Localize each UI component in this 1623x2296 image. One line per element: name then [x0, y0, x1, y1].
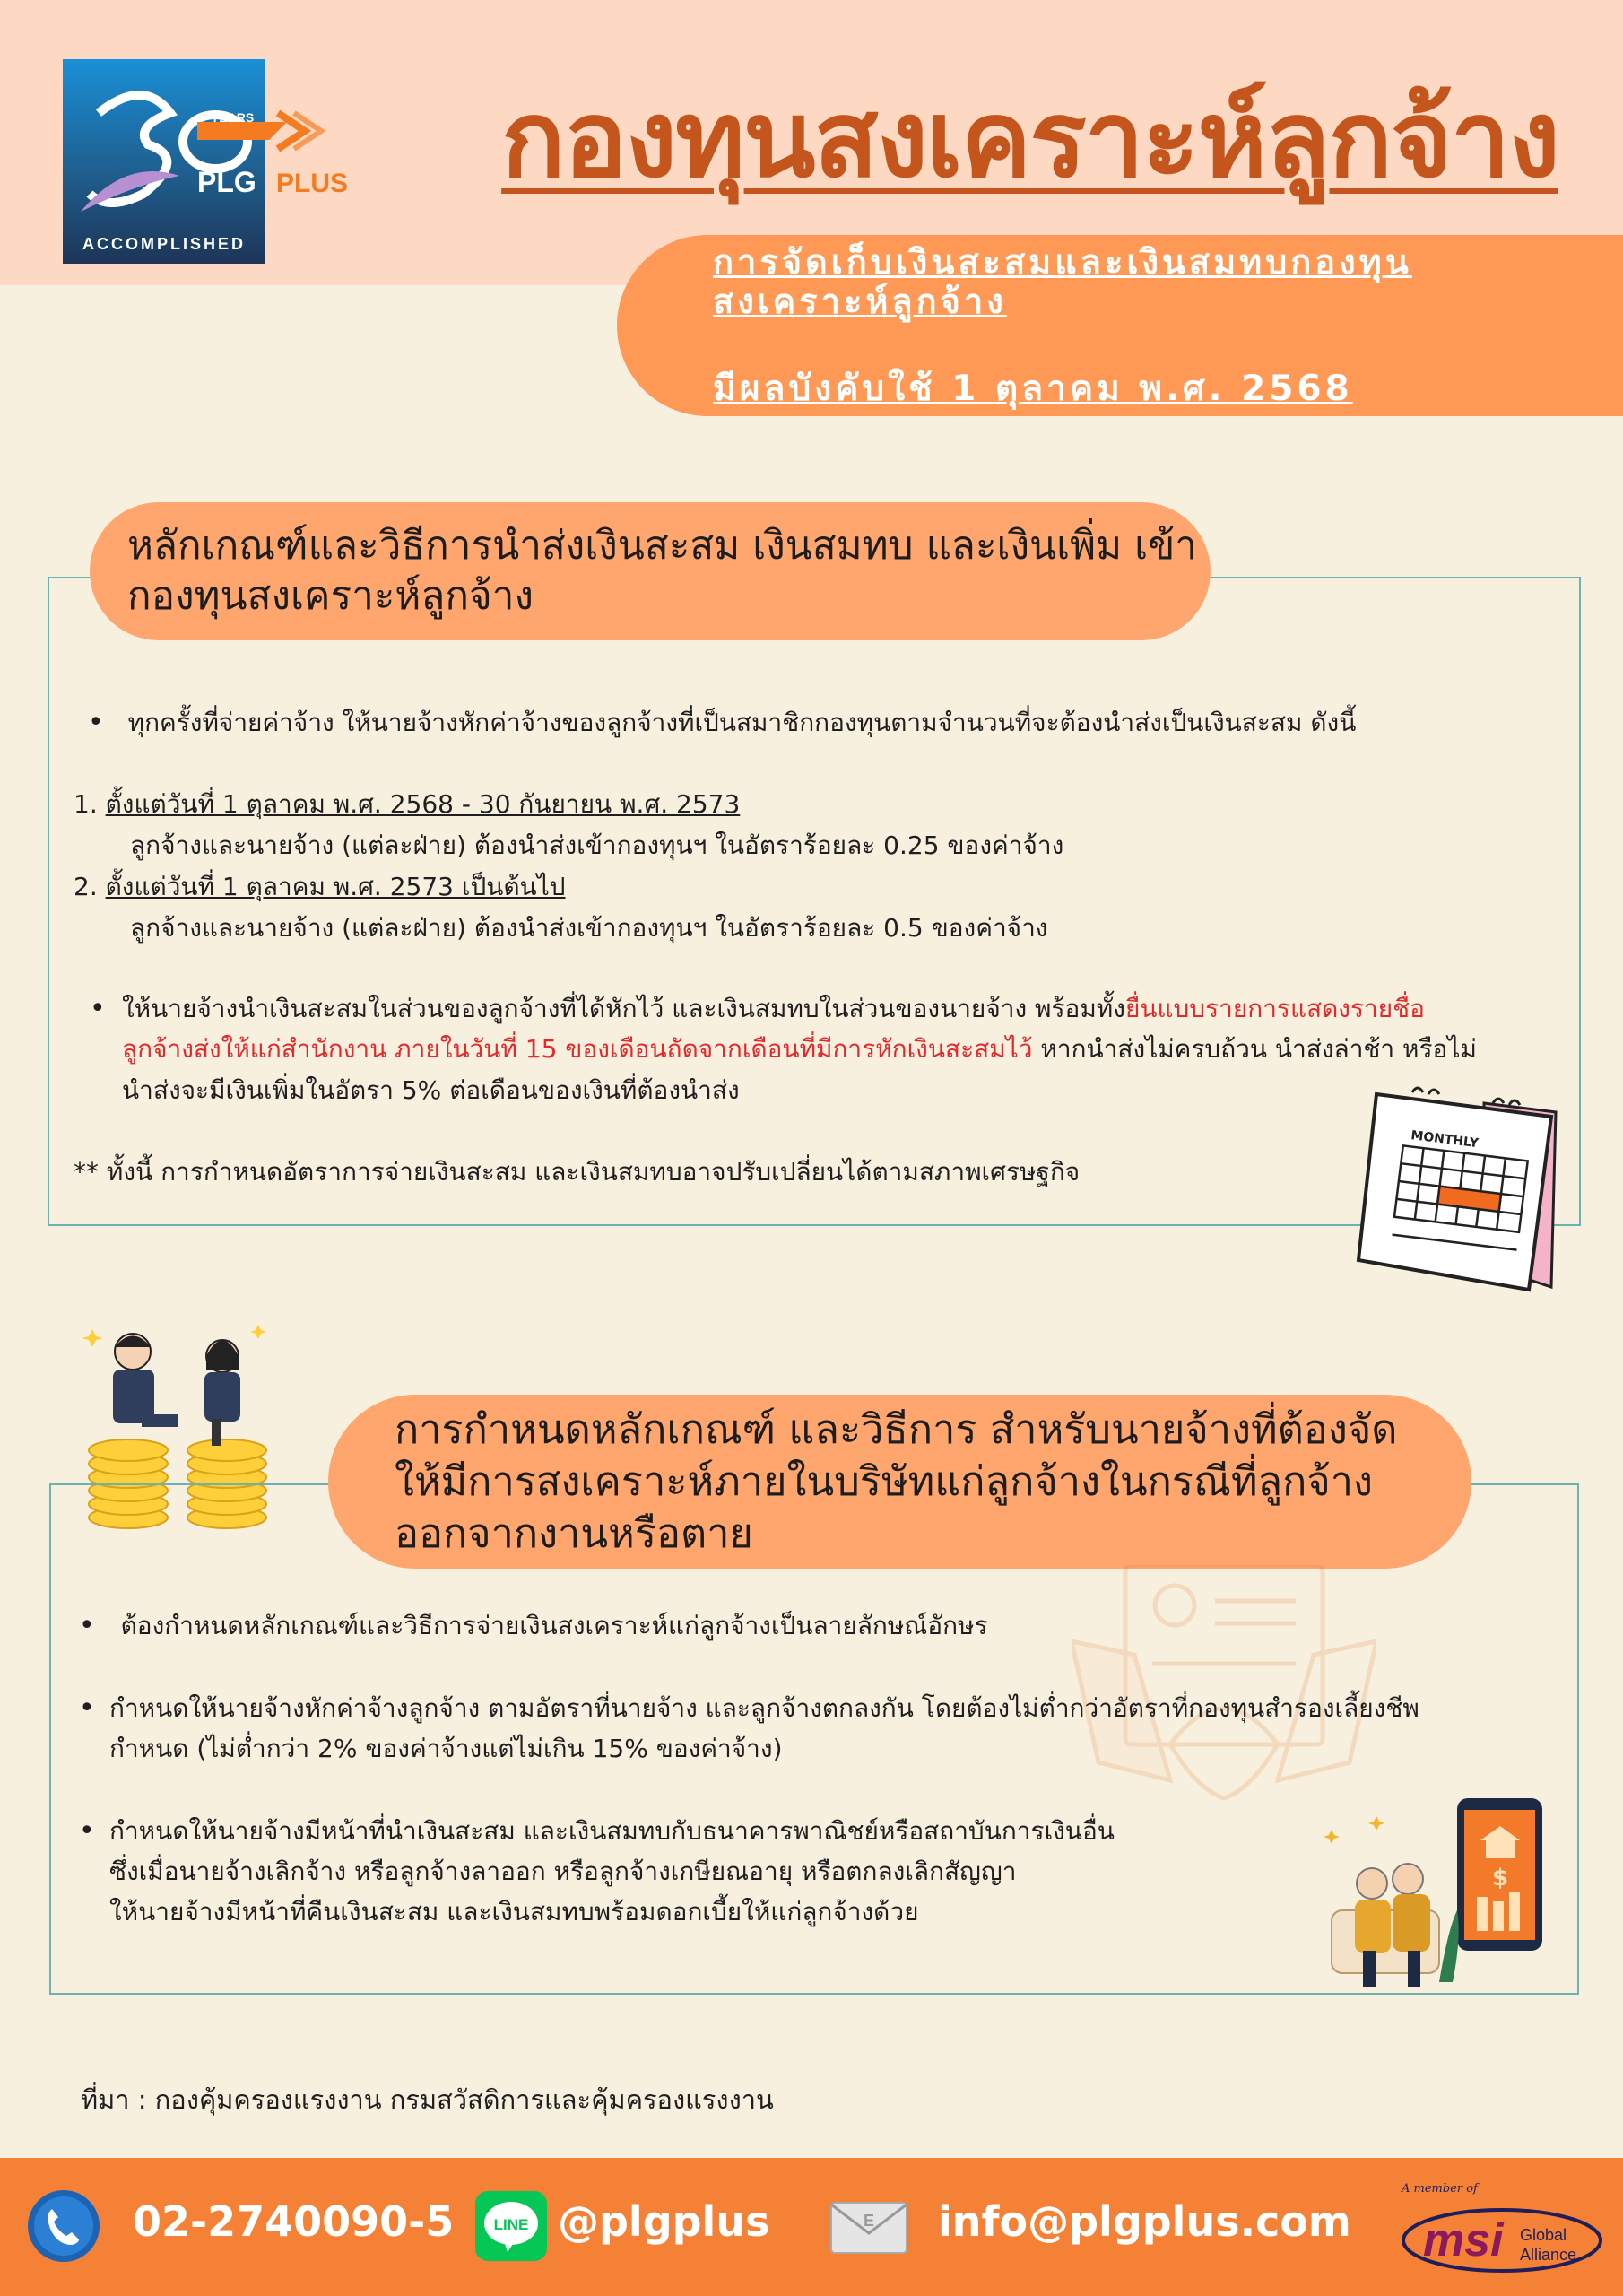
bullet-dot-icon: •: [79, 1610, 95, 1641]
section1-item1-detail: ลูกจ้างและนายจ้าง (แต่ละฝ่าย) ต้องนำส่งเข้ากองทุนฯ ในอัตราร้อยละ 0.25 ของค่าจ้าง: [130, 831, 1064, 860]
logo-plg-text: PLG: [197, 166, 256, 198]
msi-text: msi: [1423, 2214, 1504, 2266]
section2-heading-line1: การกำหนดหลักเกณฑ์ และวิธีการ สำหรับนายจ้างที่ต้องจัด: [395, 1405, 1398, 1453]
msi-member-text: A member of: [1402, 2182, 1478, 2196]
bullet2-text-b: หากนำส่งไม่ครบถ้วน นำส่งล่าช้า หรือไม่: [1032, 1034, 1477, 1064]
bullet2-highlight-2: ลูกจ้างส่งให้แก่สำนักงาน ภายในวันที่ 15 ของเดือนถัดจากเดือนที่มีการหักเงินสะสมไว้: [122, 1034, 1033, 1064]
item1-period-text: ตั้งแต่วันที่ 1 ตุลาคม พ.ศ. 2568 - 30 กันยายน พ.ศ. 2573: [105, 789, 741, 819]
section1-item1-period: [74, 788, 740, 821]
retired-couple-illustration: [1323, 1794, 1547, 2000]
item2-period-text: ตั้งแต่วันที่ 1 ตุลาคม พ.ศ. 2573 เป็นต้นไป: [105, 872, 566, 901]
page-title: กองทุนสงเคราะห์ลูกจ้าง: [501, 77, 1558, 201]
msi-global-text: Global: [1520, 2226, 1567, 2244]
section2-bullet1: [79, 1610, 988, 1642]
line-app-icon: [475, 2191, 547, 2261]
section1-item2-detail: ลูกจ้างและนายจ้าง (แต่ละฝ่าย) ต้องนำส่งเข้ากองทุนฯ ในอัตราร้อยละ 0.5 ของค่าจ้าง: [130, 913, 1048, 943]
email-link[interactable]: info@plgplus.com: [938, 2197, 1351, 2246]
plg-30-years-logo: [63, 59, 359, 264]
calendar-monthly-label: MONTHLY: [1410, 1128, 1480, 1152]
handshake-watermark-icon: [1072, 1565, 1376, 1807]
phone-icon: [27, 2189, 100, 2263]
bullet-dot-icon: •: [88, 707, 104, 738]
source-citation: ที่มา : กองคุ้มครองแรงงาน กรมสวัสดิการและคุ้มครองแรงงาน: [81, 2084, 774, 2115]
svg-text:$: $: [1491, 1865, 1509, 1892]
section2-bullet3-line2: ซึ่งเมื่อนายจ้างเลิกจ้าง หรือลูกจ้างลาออก หรือลูกจ้างเกษียณอายุ หรือตกลงเลิกสัญญา: [109, 1857, 1017, 1886]
svg-text:E: E: [863, 2212, 875, 2230]
section1-bullet1-text: ทุกครั้งที่จ่ายค่าจ้าง ให้นายจ้างหักค่าจ้างของลูกจ้างที่เป็นสมาชิกกองทุนตามจำนวนที่จะต้องนำส่งเป็นเงินสะสม ดังนี้: [127, 708, 1357, 737]
section2-heading: [328, 1395, 1471, 1569]
bullet2-text-a: ให้นายจ้างนำเงินสะสมในส่วนของลูกจ้างที่ได้หักไว้ และเงินสมทบในส่วนของนายจ้าง พร้อมทั้ง: [122, 994, 1125, 1023]
subtitle-text: การจัดเก็บเงินสะสมและเงินสมทบกองทุน สงเคราะห์ลูกจ้าง: [713, 242, 1412, 321]
logo-accomplished-text: ACCOMPLISHED: [82, 235, 247, 253]
section1-bullet2-dot: •: [90, 993, 106, 1024]
line-id-link[interactable]: @plgplus: [558, 2197, 770, 2246]
section2-bullet3-line1: กำหนดให้นายจ้างมีหน้าที่นำเงินสะสม และเงินสมทบกับธนาคารพาณิชย์หรือสถาบันการเงินอื่น: [109, 1816, 1115, 1846]
section2-bullet3-line3: ให้นายจ้างมีหน้าที่คืนเงินสะสม และเงินสมทบพร้อมดอกเบี้ยให้แก่ลูกจ้างด้วย: [109, 1897, 919, 1926]
section1-bullet1: [88, 707, 1356, 739]
section2-bullet2-dot: •: [79, 1692, 95, 1724]
effective-date-text: มีผลบังคับใช้ 1 ตุลาคม พ.ศ. 2568: [713, 369, 1353, 409]
section2-bullet1-text: ต้องกำหนดหลักเกณฑ์และวิธีการจ่ายเงินสงเคราะห์แก่ลูกจ้างเป็นลายลักษณ์อักษร: [120, 1611, 988, 1640]
email-icon: [829, 2199, 908, 2255]
logo-plus-text: PLUS: [276, 169, 349, 198]
section1-bullet2-line2: [122, 1033, 1477, 1065]
section1-item2-period: [74, 871, 566, 903]
section1-bullet2-line3: นำส่งจะมีเงินเพิ่มในอัตรา 5% ต่อเดือนของเงินที่ต้องนำส่ง: [122, 1075, 740, 1105]
section2-bullet2-line2: กำหนด (ไม่ต่ำกว่า 2% ของค่าจ้างแต่ไม่เกิน 15% ของค่าจ้าง): [109, 1734, 783, 1763]
section2-heading-line3: ออกจากงานหรือตาย: [395, 1509, 753, 1557]
section2-bullet3-dot: •: [79, 1815, 95, 1847]
logo-years-text: YEARS: [211, 110, 255, 125]
section1-note: ** ทั้งนี้ การกำหนดอัตราการจ่ายเงินสะสม และเงินสมทบอาจปรับเปลี่ยนได้ตามสภาพเศรษฐกิจ: [74, 1157, 1081, 1187]
bullet2-highlight-1: ยื่นแบบรายการแสดงรายชื่อ: [1124, 994, 1425, 1023]
item2-number: 2.: [74, 872, 98, 901]
calendar-illustration: [1350, 1085, 1565, 1297]
phone-number-link[interactable]: 02-2740090-5: [133, 2197, 455, 2246]
item1-number: 1.: [74, 789, 98, 819]
section2-bullet2-line1: กำหนดให้นายจ้างหักค่าจ้างลูกจ้าง ตามอัตราที่นายจ้าง และลูกจ้างตกลงกัน โดยต้องไม่ต่ำกว่าอัตราที่กองทุนสำรองเลี้ยงชีพ: [109, 1693, 1419, 1723]
section1-heading: หลักเกณฑ์และวิธีการนำส่งเงินสะสม เงินสมทบ และเงินเพิ่ม เข้ากองทุนสงเคราะห์ลูกจ้าง: [90, 502, 1211, 640]
section2-heading-line2: ให้มีการสงเคราะห์ภายในบริษัทแก่ลูกจ้างในกรณีที่ลูกจ้าง: [395, 1457, 1373, 1505]
msi-global-alliance-logo: [1394, 2179, 1610, 2285]
line-badge-text: LINE: [493, 2216, 529, 2233]
msi-alliance-text: Alliance: [1520, 2246, 1577, 2264]
section1-bullet2-line1: [122, 993, 1425, 1025]
